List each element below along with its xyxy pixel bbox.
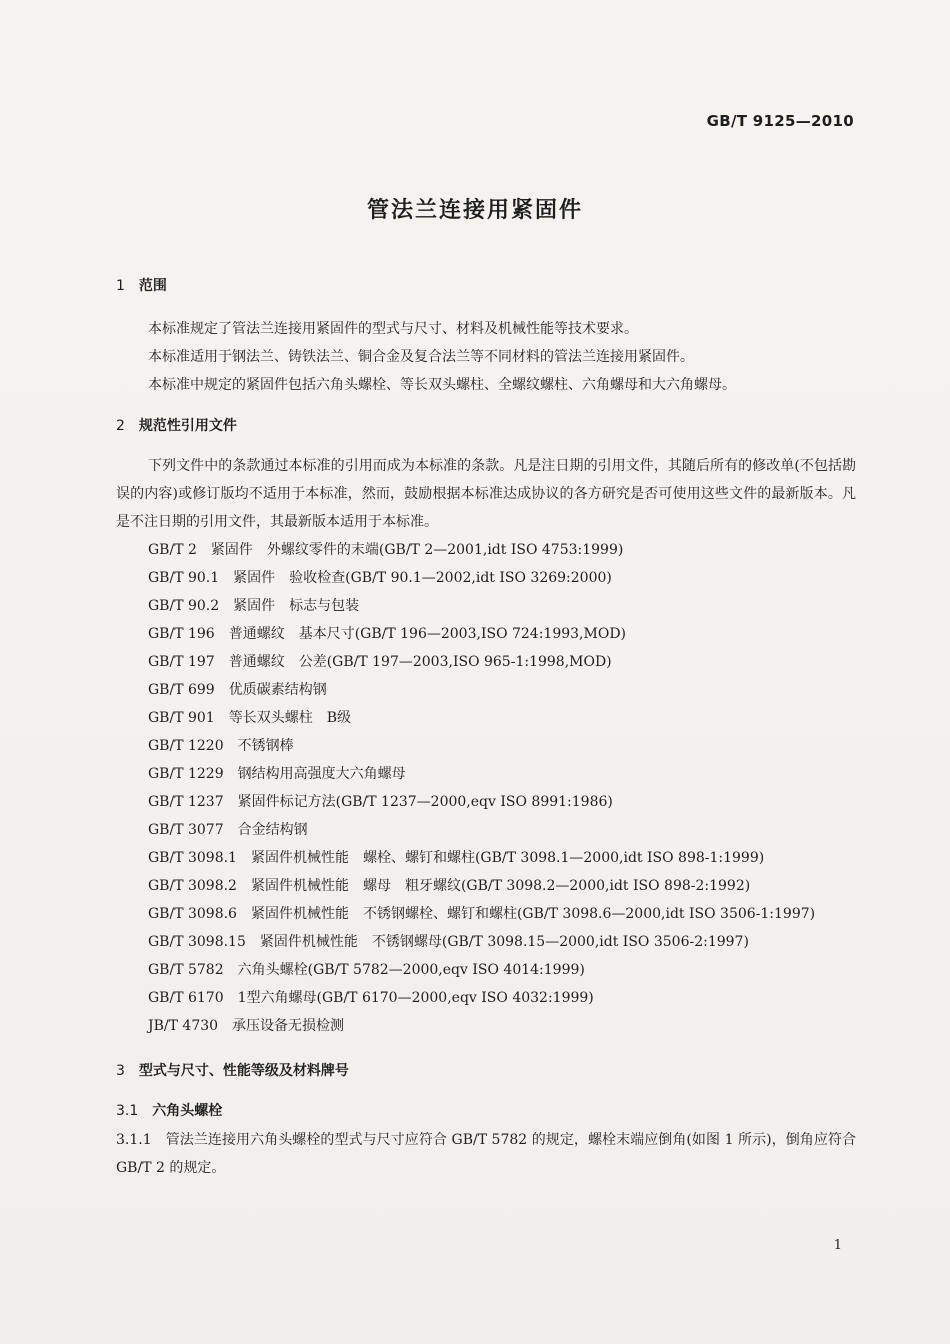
reference-title: 承压设备无损检测 (232, 1018, 345, 1034)
section-title: 型式与尺寸、性能等级及材料牌号 (138, 1063, 349, 1079)
reference-title: 紧固件机械性能 不锈钢螺母(GB/T 3098.15—2000,idt ISO 3506-2:1997) (259, 934, 749, 950)
standard-code: GB/T 9125—2010 (706, 112, 854, 130)
section-title: 范围 (138, 278, 167, 294)
reference-title: 紧固件机械性能 螺母 粗牙螺纹(GB/T 3098.2—2000,idt ISO 898-2:1992) (250, 878, 751, 894)
reference-title: 不锈钢棒 (237, 738, 294, 754)
section-number: 2 (116, 418, 125, 434)
section-title: 规范性引用文件 (138, 418, 237, 434)
reference-item (148, 788, 815, 816)
references-intro: 下列文件中的条款通过本标准的引用而成为本标准的条款。凡是注日期的引用文件，其随后所有的修改单(不包括勘误的内容)或修订版均不适用于本标准，然而，鼓励根据本标准达成协议的各方研究是否可使用这些文件的最新版本。凡是不注日期的引用文件，其最新版本适用于本标准。 (116, 458, 856, 530)
reference-item (148, 760, 815, 788)
subsection-number: 3.1 (116, 1103, 139, 1119)
scope-paragraph: 本标准中规定的紧固件包括六角头螺栓、等长双头螺柱、全螺纹螺柱、六角螺母和大六角螺母。 (148, 377, 736, 393)
reference-code: GB/T 3098.6 (148, 906, 237, 922)
reference-item (148, 648, 815, 676)
reference-item (148, 1012, 815, 1040)
reference-code: GB/T 1229 (148, 766, 224, 782)
reference-item (148, 704, 815, 732)
reference-code: GB/T 90.1 (148, 570, 220, 586)
reference-title: 优质碳素结构钢 (228, 682, 327, 698)
reference-item (148, 732, 815, 760)
reference-title: 合金结构钢 (237, 822, 308, 838)
reference-title: 1型六角螺母(GB/T 6170—2000,eqv ISO 4032:1999) (237, 990, 594, 1006)
reference-code: GB/T 3098.15 (148, 934, 246, 950)
reference-title: 普通螺纹 公差(GB/T 197—2003,ISO 965-1:1998,MOD) (228, 654, 612, 670)
reference-item (148, 844, 815, 872)
reference-item (148, 872, 815, 900)
reference-code: GB/T 2 (148, 542, 197, 558)
reference-code: GB/T 5782 (148, 962, 224, 978)
section-3-heading (116, 1060, 349, 1080)
reference-code: GB/T 699 (148, 682, 215, 698)
page-number: 1 (833, 1238, 842, 1253)
reference-item (148, 816, 815, 844)
reference-title: 普通螺纹 基本尺寸(GB/T 196—2003,ISO 724:1993,MOD) (228, 626, 627, 642)
reference-title: 紧固件机械性能 螺栓、螺钉和螺柱(GB/T 3098.1—2000,idt ISO 898-1:1999) (250, 850, 765, 866)
subsection-title: 六角头螺栓 (152, 1103, 223, 1119)
reference-code: GB/T 6170 (148, 990, 224, 1006)
scope-paragraph: 本标准规定了管法兰连接用紧固件的型式与尺寸、材料及机械性能等技术要求。 (148, 321, 638, 337)
reference-code: GB/T 197 (148, 654, 215, 670)
reference-item (148, 536, 815, 564)
reference-title: 紧固件 验收检查(GB/T 90.1—2002,idt ISO 3269:2000) (233, 570, 612, 586)
reference-item (148, 676, 815, 704)
document-title: 管法兰连接用紧固件 (366, 198, 583, 223)
reference-title: 紧固件 外螺纹零件的末端(GB/T 2—2001,idt ISO 4753:1999) (210, 542, 624, 558)
reference-item (148, 564, 815, 592)
clause-3-1-1 (116, 1126, 856, 1182)
reference-item (148, 984, 815, 1012)
reference-code: GB/T 901 (148, 710, 215, 726)
reference-code: GB/T 1237 (148, 794, 224, 810)
reference-code: GB/T 3098.1 (148, 850, 237, 866)
reference-title: 钢结构用高强度大六角螺母 (237, 766, 406, 782)
reference-title: 六角头螺栓(GB/T 5782—2000,eqv ISO 4014:1999) (237, 962, 585, 978)
reference-code: JB/T 4730 (148, 1018, 219, 1034)
reference-code: GB/T 196 (148, 626, 215, 642)
clause-text: 管法兰连接用六角头螺栓的型式与尺寸应符合 GB/T 5782 的规定，螺栓末端应倒角(如图 1 所示)，倒角应符合 GB/T 2 的规定。 (116, 1132, 856, 1176)
reference-code: GB/T 90.2 (148, 598, 220, 614)
subsection-heading (116, 1100, 222, 1120)
scope-paragraph: 本标准适用于钢法兰、铸铁法兰、铜合金及复合法兰等不同材料的管法兰连接用紧固件。 (148, 349, 694, 365)
reference-code: GB/T 3098.2 (148, 878, 237, 894)
reference-title: 等长双头螺柱 B级 (228, 710, 351, 726)
reference-item (148, 620, 815, 648)
reference-title: 紧固件 标志与包装 (233, 598, 360, 614)
section-2-heading (116, 415, 237, 435)
reference-item (148, 592, 815, 620)
section-number: 3 (116, 1063, 125, 1079)
reference-code: GB/T 3077 (148, 822, 224, 838)
reference-item (148, 900, 815, 928)
section-1-heading (116, 275, 167, 295)
section-number: 1 (116, 278, 125, 294)
clause-number: 3.1.1 (116, 1132, 152, 1148)
reference-code: GB/T 1220 (148, 738, 224, 754)
reference-list (148, 536, 815, 1040)
reference-item (148, 956, 815, 984)
reference-title: 紧固件标记方法(GB/T 1237—2000,eqv ISO 8991:1986) (237, 794, 613, 810)
reference-title: 紧固件机械性能 不锈钢螺栓、螺钉和螺柱(GB/T 3098.6—2000,idt ISO 3506-1:1997) (250, 906, 816, 922)
reference-item (148, 928, 815, 956)
